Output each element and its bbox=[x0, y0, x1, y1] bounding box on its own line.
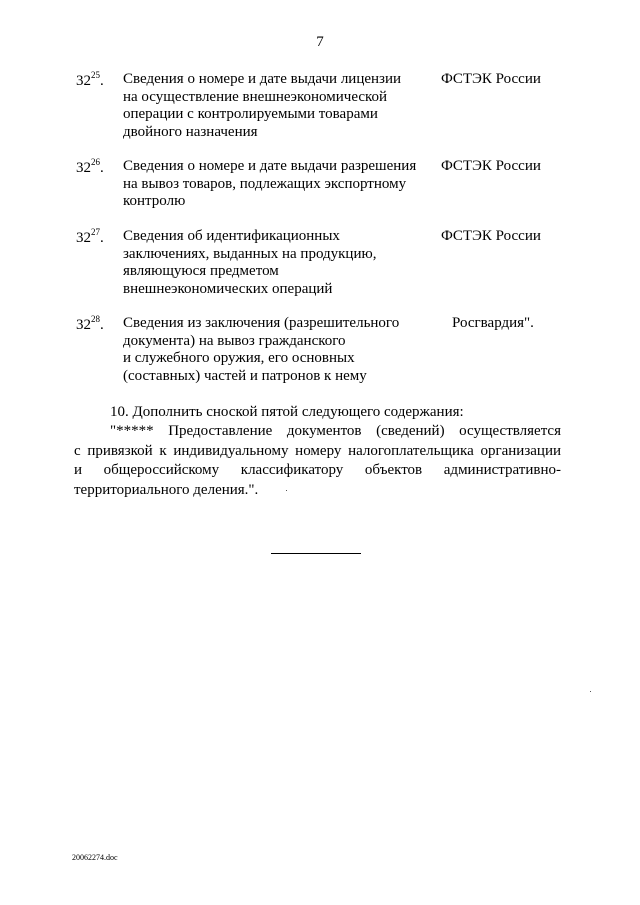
row-agency: ФСТЭК России bbox=[441, 228, 541, 244]
row-agency: Росгвардия". bbox=[452, 315, 534, 331]
row-number: $32^{26}$. bbox=[76, 157, 104, 176]
row-description: Сведения из заключения (разрешительного документа) на вывоз гражданского и служебного оружия, его основных (составных) частей и патронов к нему bbox=[123, 315, 400, 384]
scan-speck bbox=[286, 490, 287, 491]
row-description: Сведения о номере и дате выдачи разрешения на вывоз товаров, подлежащих экспортному контролю bbox=[123, 158, 417, 209]
row-number: $32^{27}$. bbox=[76, 227, 104, 246]
footnote-text: "***** Предоставление документов (сведений) осуществляется с привязкой к индивидуальному номеру налогоплательщика организации и общероссийскому классификатору объектов административно- территориального деления.". bbox=[74, 423, 561, 498]
row-number: $32^{25}$. bbox=[76, 70, 104, 89]
closing-rule bbox=[271, 553, 361, 554]
row-number: $32^{28}$. bbox=[76, 314, 104, 333]
row-description: Сведения об идентификационных заключениях, выданных на продукцию, являющуюся предметом внешнеэкономических операций bbox=[123, 228, 377, 297]
row-agency: ФСТЭК России bbox=[441, 158, 541, 174]
document-id: 20062274.doc bbox=[72, 853, 118, 862]
row-agency: ФСТЭК России bbox=[441, 71, 541, 87]
scan-speck bbox=[590, 691, 591, 692]
paragraph-10: 10. Дополнить сноской пятой следующего содержания: bbox=[110, 404, 464, 420]
row-description: Сведения о номере и дате выдачи лицензии на осуществление внешнеэкономической операции с контролируемыми товарами двойного назначения bbox=[123, 71, 402, 140]
page-number: 7 bbox=[316, 34, 324, 50]
